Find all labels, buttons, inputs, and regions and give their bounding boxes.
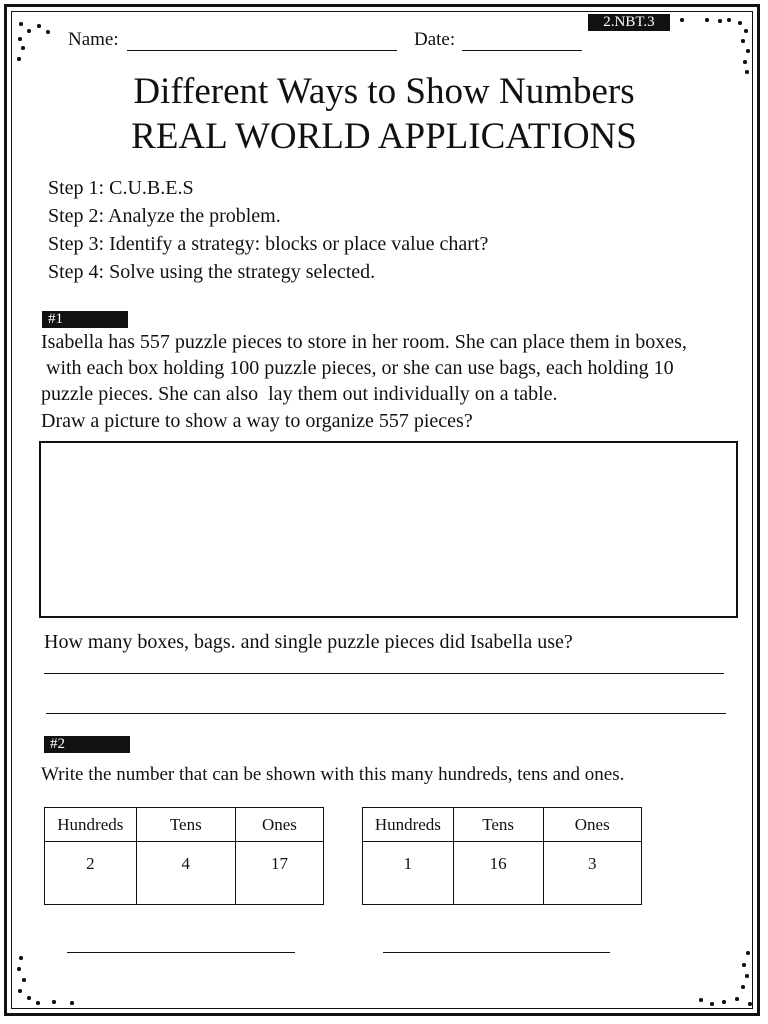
name-field-line[interactable] [127,50,397,51]
header-ones: Ones [235,808,323,842]
step-2: Step 2: Analyze the problem. [48,205,281,227]
problem-2-tag: #2 [44,736,130,753]
header-hundreds: Hundreds [45,808,137,842]
value-hundreds: 1 [363,842,454,905]
problem-2-instruction: Write the number that can be shown with this many hundreds, tens and ones. [41,764,625,785]
value-tens: 4 [136,842,235,905]
header-tens: Tens [136,808,235,842]
answer-line-1[interactable] [44,673,724,674]
number-answer-line-1[interactable] [67,952,295,953]
standard-tag: 2.NBT.3 [588,14,670,31]
step-4: Step 4: Solve using the strategy selected. [48,261,376,283]
value-tens: 16 [453,842,543,905]
name-label: Name: [68,29,119,50]
step-1: Step 1: C.U.B.E.S [48,177,194,199]
answer-line-2[interactable] [46,713,726,714]
problem-1-text-line-2: with each box holding 100 puzzle pieces, or she can use bags, each holding 10 [41,357,674,379]
step-3: Step 3: Identify a strategy: blocks or place value chart? [48,233,489,255]
problem-1-question: How many boxes, bags. and single puzzle pieces did Isabella use? [44,631,573,653]
problem-1-tag: #1 [42,311,128,328]
value-ones: 17 [235,842,323,905]
header-hundreds: Hundreds [363,808,454,842]
place-value-table-2 [362,807,642,905]
header-tens: Tens [453,808,543,842]
date-field-line[interactable] [462,50,582,51]
problem-1-prompt: Draw a picture to show a way to organize 557 pieces? [41,410,473,432]
problem-1-text-line-1: Isabella has 557 puzzle pieces to store in her room. She can place them in boxes, [41,331,687,353]
drawing-area[interactable] [39,441,738,618]
problem-1-text-line-3: puzzle pieces. She can also lay them out individually on a table. [41,383,558,405]
worksheet-subtitle: REAL WORLD APPLICATIONS [131,116,637,157]
worksheet-title: Different Ways to Show Numbers [133,71,635,112]
header-ones: Ones [543,808,641,842]
date-label: Date: [414,29,456,50]
number-answer-line-2[interactable] [383,952,610,953]
value-ones: 3 [543,842,641,905]
place-value-table-1 [44,807,324,905]
value-hundreds: 2 [45,842,137,905]
